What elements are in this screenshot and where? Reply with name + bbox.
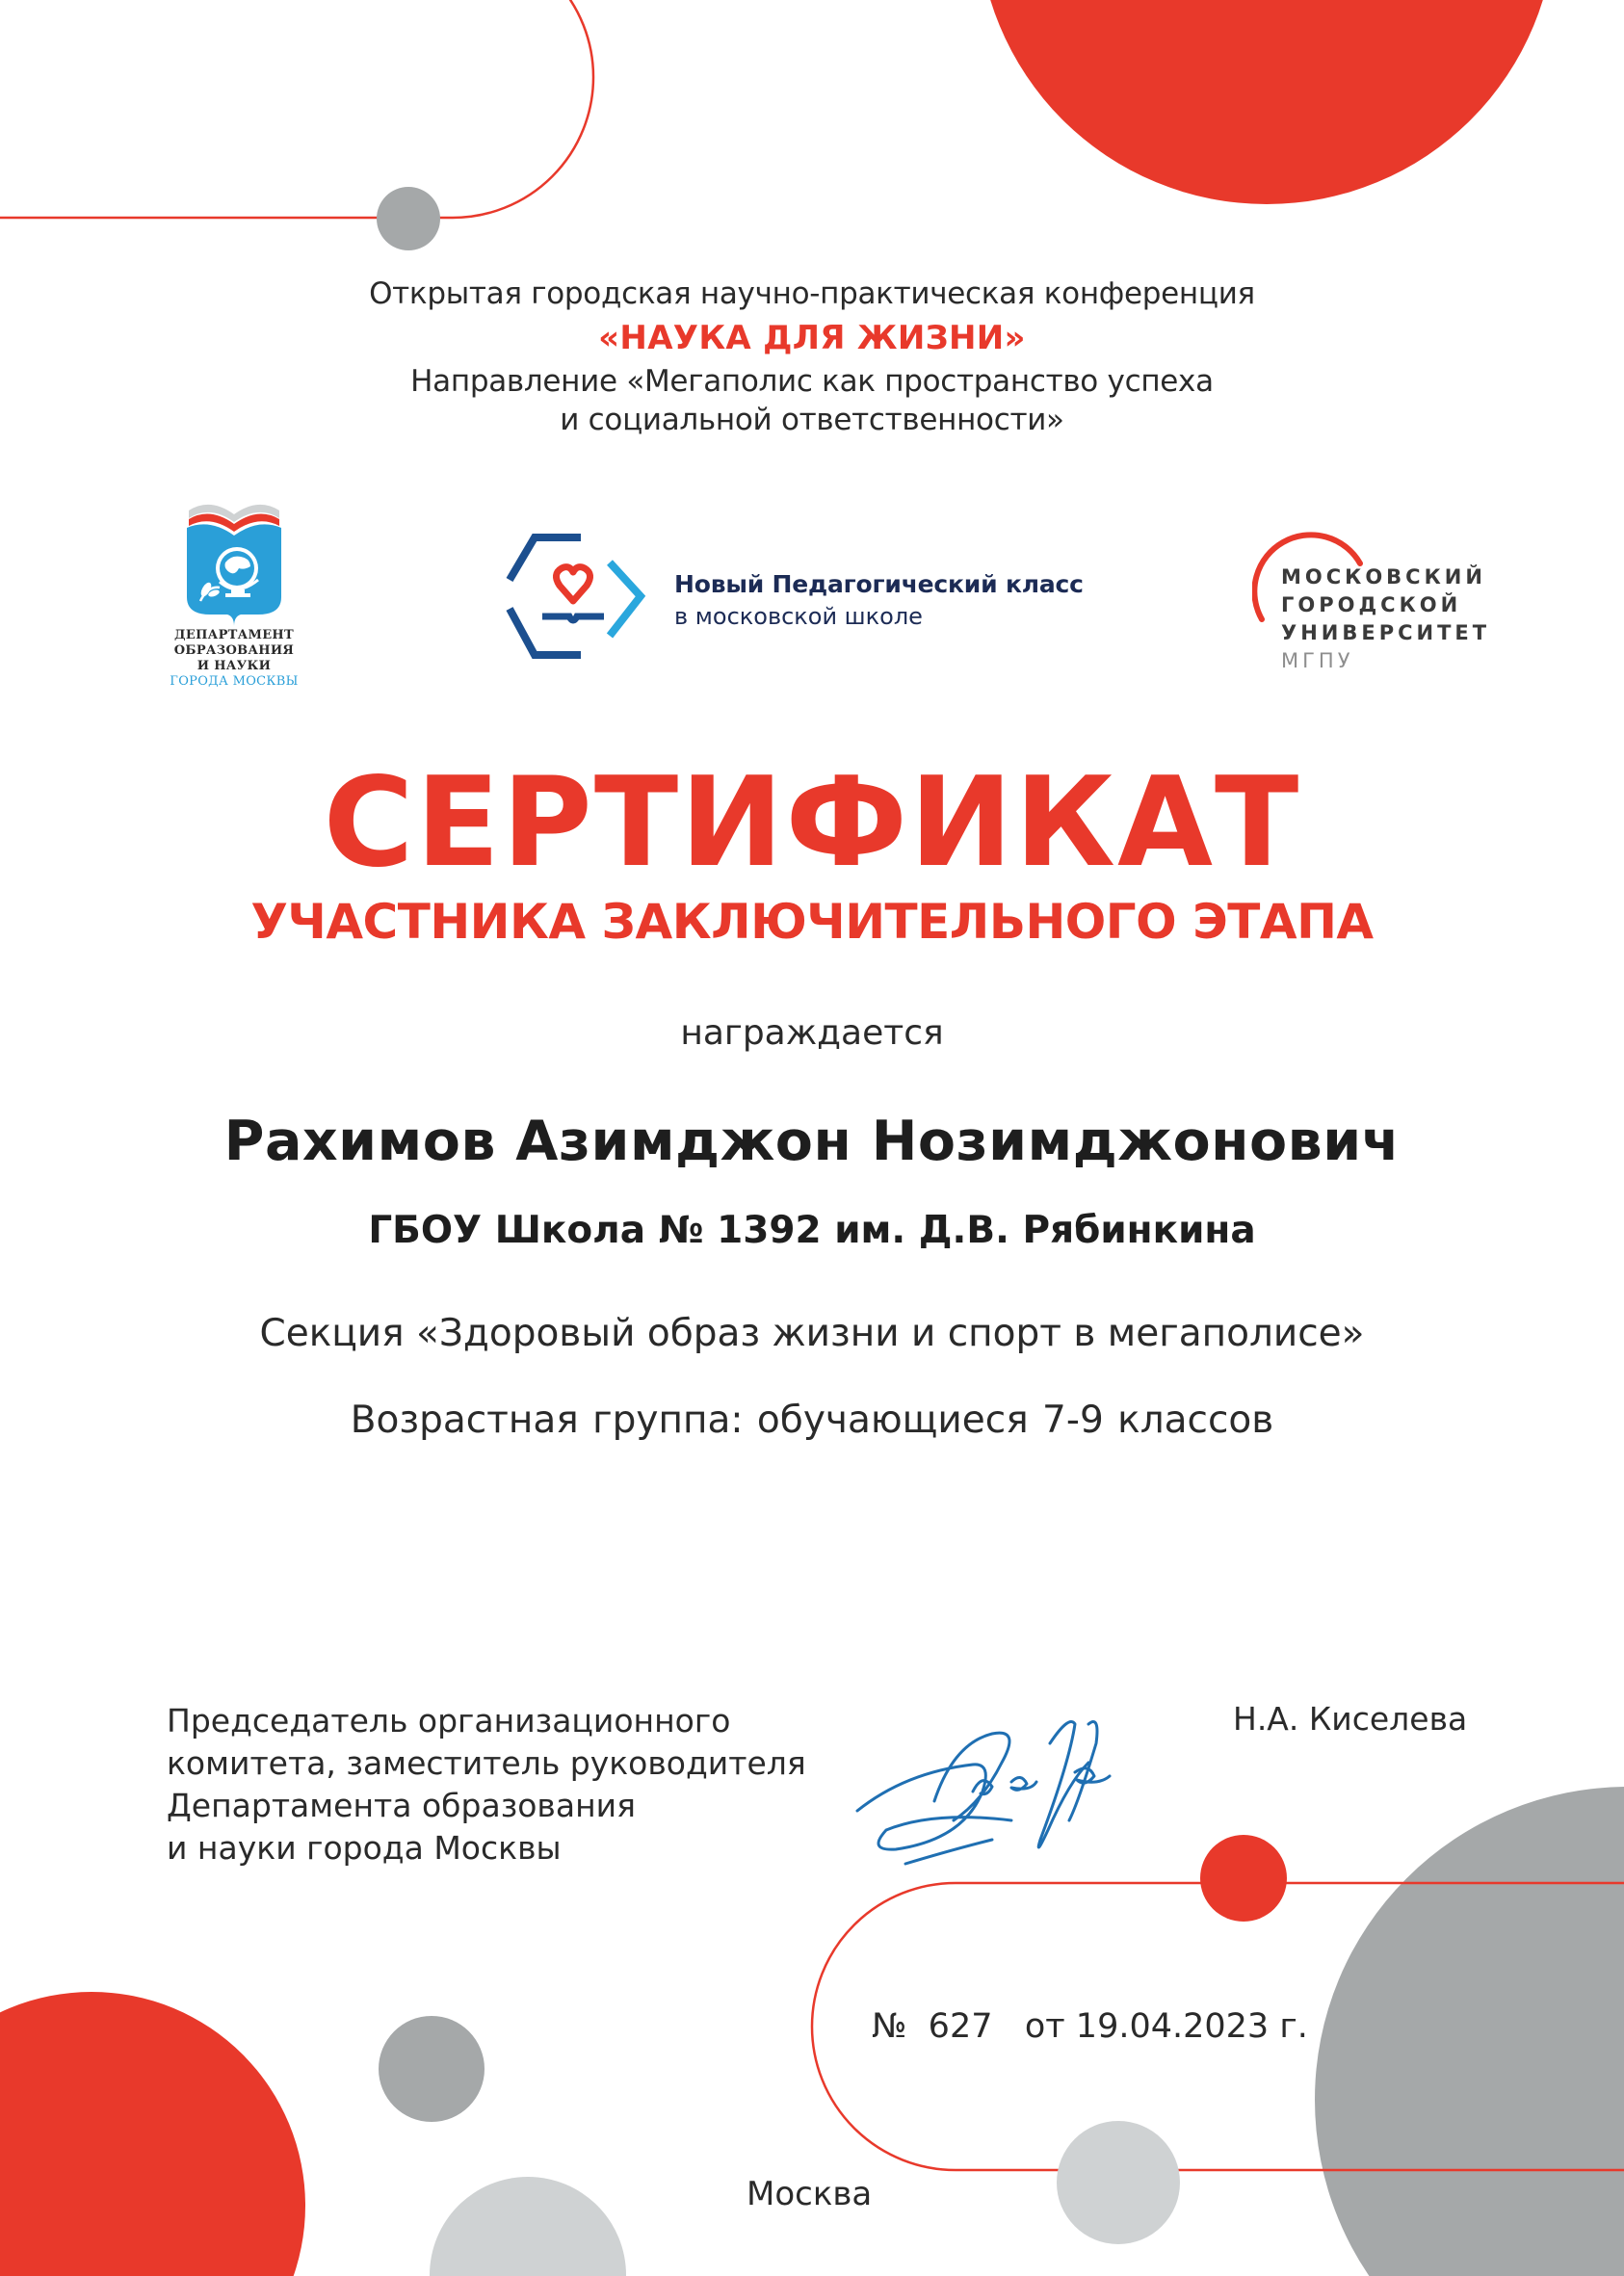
decor-gray-circle-bottom-right	[1315, 1787, 1624, 2276]
certificate-number	[872, 2007, 1308, 2046]
conference-direction-line2: и социальной ответственности»	[560, 403, 1064, 437]
conference-title: «НАУКА ДЛЯ ЖИЗНИ»	[598, 319, 1026, 357]
issue-date: от 19.04.2023 г.	[1024, 2007, 1308, 2046]
number-value: 627	[928, 2007, 993, 2046]
signer-title-line: Департамента образования	[167, 1787, 636, 1824]
age-group: Возрастная группа: обучающиеся 7-9 классов	[350, 1399, 1274, 1442]
hexagon-heart-book-icon	[506, 532, 660, 667]
decor-red-circle-bottom-left	[0, 1992, 305, 2276]
handwritten-signature-icon	[848, 1705, 1166, 1878]
certificate-title: СЕРТИФИКАТ	[323, 751, 1301, 895]
number-sign: №	[872, 2007, 907, 2046]
decor-gray-dot-bottom-left	[379, 2016, 485, 2122]
department-logo-line: ОБРАЗОВАНИЯ	[173, 643, 295, 658]
awarded-label: награждается	[680, 1013, 944, 1053]
department-logo-line: И НАУКИ	[196, 659, 272, 673]
conference-direction-line1: Направление «Мегаполис как пространство успеха	[410, 364, 1214, 399]
recipient-school: ГБОУ Школа № 1392 им. Д.В. Рябинкина	[368, 1209, 1256, 1252]
decor-pill-outline-top	[0, 0, 593, 218]
mgpu-logo	[1252, 525, 1491, 679]
decor-red-circle-top-right	[978, 0, 1556, 204]
decor-lightgray-dot-bottom	[1057, 2121, 1180, 2244]
mgpu-logo-line: МГПУ	[1281, 649, 1354, 672]
conference-name: Открытая городская научно-практическая конференция	[369, 276, 1255, 311]
signer-title-line: комитета, заместитель руководителя	[167, 1744, 806, 1782]
signer-title-line: и науки города Москвы	[167, 1829, 562, 1867]
mgpu-logo-line: УНИВЕРСИТЕТ	[1281, 621, 1491, 644]
recipient-name: Рахимов Азимджон Нозимджонович	[223, 1110, 1401, 1173]
certificate-subtitle: УЧАСТНИКА ЗАКЛЮЧИТЕЛЬНОГО ЭТАПА	[250, 894, 1374, 950]
npk-logo-subtitle: в московской школе	[674, 603, 923, 630]
department-logo	[162, 493, 306, 690]
city-label: Москва	[747, 2175, 873, 2213]
signer-title-line: Председатель организационного	[167, 1702, 731, 1740]
mgpu-logo-line: ГОРОДСКОЙ	[1281, 593, 1462, 616]
conference-section: Секция «Здоровый образ жизни и спорт в мегаполисе»	[259, 1312, 1365, 1355]
shield-book-globe-icon	[181, 493, 287, 628]
signer-name: Н.А. Киселева	[1233, 1700, 1468, 1738]
department-logo-line: ДЕПАРТАМЕНТ	[174, 628, 294, 642]
department-logo-line: ГОРОДА МОСКВЫ	[170, 674, 299, 689]
decor-red-dot-bottom	[1200, 1835, 1287, 1922]
decor-gray-dot-top	[377, 187, 440, 250]
decor-lightgray-circle-bottom	[430, 2177, 626, 2276]
npk-logo-title: Новый Педагогический класс	[674, 570, 1084, 598]
signer-title	[167, 1700, 806, 1870]
mgpu-logo-line: МОСКОВСКИЙ	[1281, 565, 1486, 589]
